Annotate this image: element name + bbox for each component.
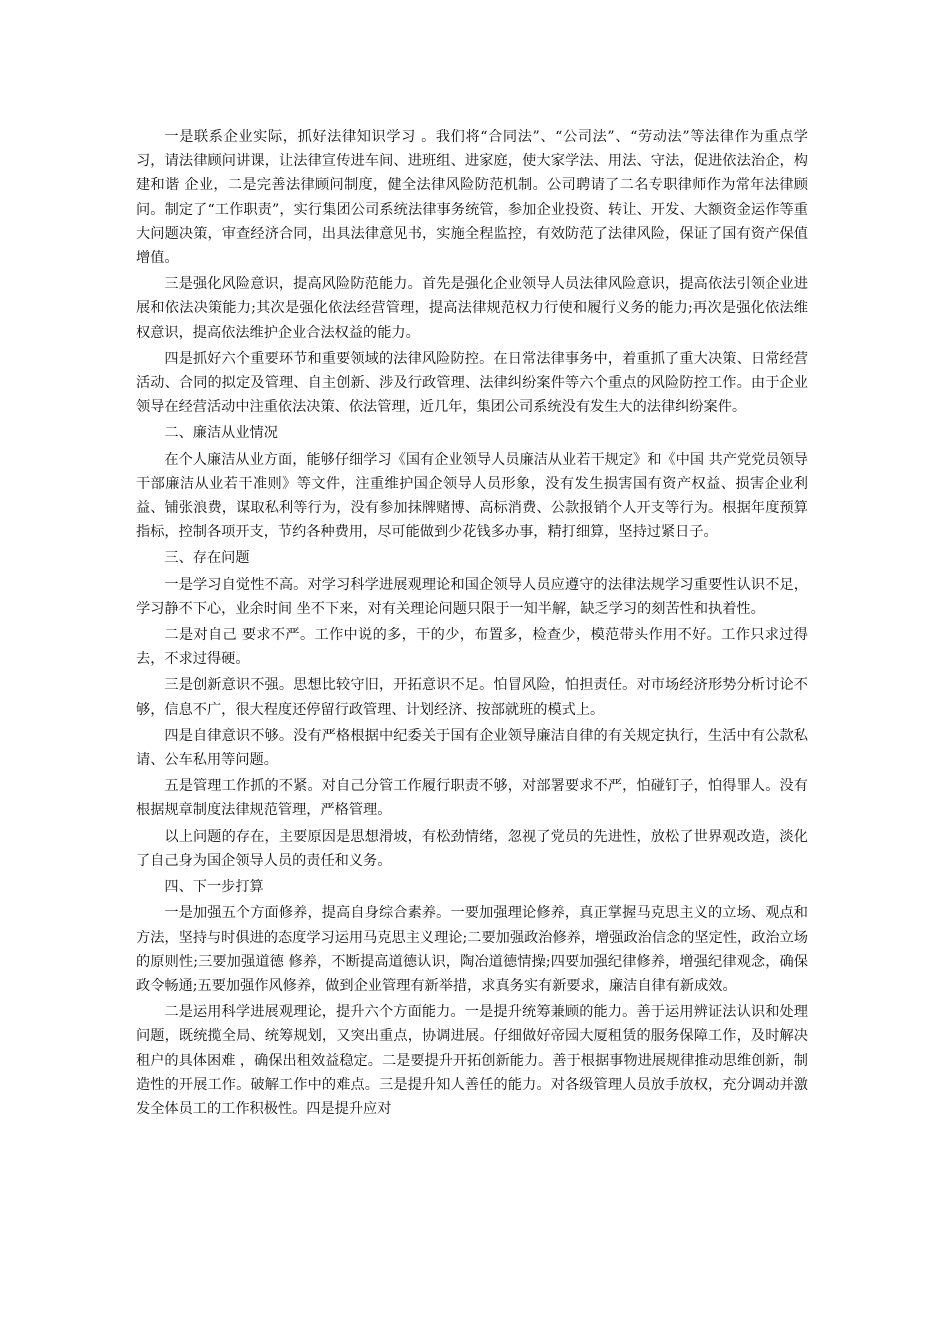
paragraph-plan-abilities: 二是运用科学进展观理论，提升六个方面能力。一是提升统筹兼顾的能力。善于运用辨证法认识和处理问题，既统揽全局、统筹规划，又突出重点，协调进展。仔细做好帝园大厦租赁的服务保障工作，及时解决租户的具体困难 ，确保出租效益稳定。二是要提升开拓创新能力。善于根据事物进展规律推动思维创新，制造性的开展工作。破解工作中的难点。三是提升知人善任的能力。对各级管理人员放手放权，充分调动并激发全体员工的工作积极性。四是提升应对 xyxy=(136,1004,808,1117)
paragraph-problem-causes: 以上问题的存在，主要原因是思想滑坡，有松劲情绪，忽视了党员的先进性，放松了世界观改造，淡化了自己身为国企领导人员的责任和义务。 xyxy=(136,828,808,869)
section-heading-problems: 三、存在问题 xyxy=(164,550,250,567)
section-heading-next-steps: 四、下一步打算 xyxy=(164,879,264,896)
paragraph-legal-study: 一是联系企业实际，抓好法律知识学习 。我们将“合同法”、“公司法”、“劳动法”等法律作为重点学习，请法律顾问讲课，让法律宣传进车间、进班组、进家庭，使大家学法、用法、守法，促进依法治企，构建和谐 企业，二是完善法律顾问制度，健全法律风险防范机制。公司聘请了二名专职律师作为常年法律顾问。制定了“工作职责”，实行集团公司系统法律事务统管，参加企业投资、转让、开发、大额资金运作等重大问题决策，审查经济合同，出具法律意见书，实施全程监控，有效防范了法律风险，保证了国有资产保值增值。 xyxy=(136,129,808,267)
paragraph-integrity: 在个人廉洁从业方面，能够仔细学习《国有企业领导人员廉洁从业若干规定》和《中国 共产党党员领导干部廉洁从业若干准则》等文件，注重维护国企领导人员形象，没有发生损害国有资产权益、损害企业利益、铺张浪费，谋取私利等行为，没有参加抹牌赌博、高标消费、公款报销个人开支等行为。根据年度预算指标，控制各项开支，节约各种费用，尽可能做到少花钱多办事，精打细算，坚持过紧日子。 xyxy=(136,451,808,541)
paragraph-plan-cultivation: 一是加强五个方面修养，提高自身综合素养。一要加强理论修养，真正掌握马克思主义的立场、观点和方法，坚持与时俱进的态度学习运用马克思主义理论;二要加强政治修养，增强政治信念的坚定性，政治立场的原则性;三要加强道德 修养，不断提高道德认识，陶冶道德情操;四要加强纪律修养，增强纪律观念，确保政令畅通;五要加强作风修养，做到企业管理有新举措，求真务实有新要求，廉洁自律有新成效。 xyxy=(136,905,808,994)
section-heading-integrity: 二、廉洁从业情况 xyxy=(164,425,278,442)
paragraph-problem-study: 一是学习自觉性不高。对学习科学进展观理论和国企领导人员应遵守的法律法规学习重要性认识不足，学习静不下心，业余时间 坐不下来，对有关理论问题只限于一知半解，缺乏学习的刻苦性和执着性。 xyxy=(136,576,808,617)
paragraph-problem-self-requirement: 二是对自己 要求不严。工作中说的多，干的少，布置多，检查少，模范带头作用不好。工作只求过得去，不求过得硬。 xyxy=(136,627,808,668)
document-body xyxy=(136,125,808,1123)
paragraph-problem-self-discipline: 四是自律意识不够。没有严格根据中纪委关于国有企业领导廉洁自律的有关规定执行，生活中有公款私请、公车私用等问题。 xyxy=(136,727,808,769)
paragraph-problem-management: 五是管理工作抓的不紧。对自己分管工作履行职责不够，对部署要求不严，怕碰钉子，怕得罪人。没有根据规章制度法律规范管理，严格管理。 xyxy=(136,778,808,819)
paragraph-risk-awareness: 三是强化风险意识，提高风险防范能力。首先是强化企业领导人员法律风险意识，提高依法引领企业进展和依法决策能力;其次是强化依法经营管理，提高法律规范权力行使和履行义务的能力;再次是强化依法维权意识，提高依法维护企业合法权益的能力。 xyxy=(136,276,808,341)
paragraph-problem-innovation: 三是创新意识不强。思想比较守旧，开拓意识不足。怕冒风险，怕担责任。对市场经济形势分析讨论不够，信息不广，很大程度还停留行政管理、计划经济、按部就班的模式上。 xyxy=(136,677,808,718)
paragraph-risk-control: 四是抓好六个重要环节和重要领域的法律风险防控。在日常法律事务中，着重抓了重大决策、日常经营活动、合同的拟定及管理、自主创新、涉及行政管理、法律纠纷案件等六个重点的风险防控工作。由于企业领导在经营活动中注重依法决策、依法管理，近几年，集团公司系统没有发生大的法律纠纷案件。 xyxy=(136,350,808,416)
